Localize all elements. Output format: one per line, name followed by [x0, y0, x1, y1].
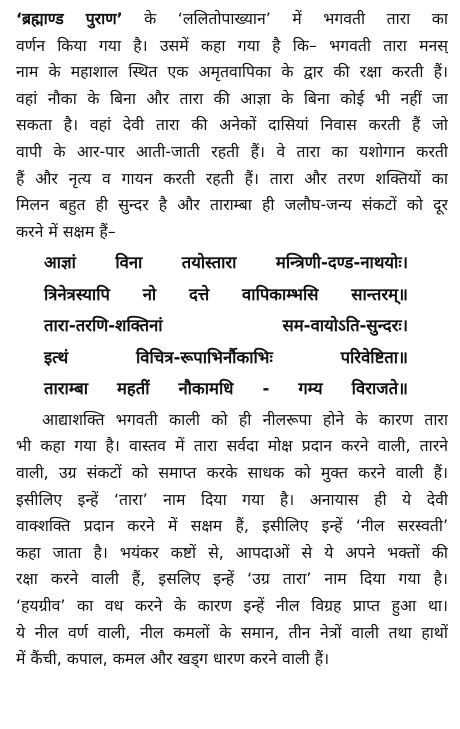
- paragraph-2-line: में कैंची, कपाल, कमल और खड्ग धारण करने वाली हैं।: [16, 649, 330, 669]
- paragraph-1-line: मिलन बहुत ही सुन्दर है और ताराम्बा ही जलौघ-जन्य संकटों को दूर: [16, 195, 448, 215]
- paragraph-2-line: रक्षा करने वाली हैं, इसलिए इन्हें ‘उग्र तारा’ नाम दिया गया है।: [16, 569, 448, 589]
- paragraph-1-line: वापी के आर-पार आती-जाती रहती हैं। वे तारा का यशोगान करती: [16, 141, 448, 161]
- paragraph-1-line: वर्णन किया गया है। उसमें कहा गया है कि– भगवती तारा मनस्: [16, 35, 448, 55]
- paragraph-1-line: सकता है। वहां देवी तारा की अनेकों दासियां निवास करती हैं जो: [16, 115, 448, 135]
- verse-line: ताराम्बा महतीं नौकामधि - गम्य विराजते॥: [44, 379, 408, 399]
- paragraph-2-line: आद्याशक्ति भगवती काली को ही नीलरूपा होने के कारण तारा: [42, 409, 448, 429]
- paragraph-1-line-1: [16, 6, 448, 33]
- paragraph-1-line-1-text: के ‘ललितोपाख्यान’ में भगवती तारा का: [122, 9, 448, 28]
- verse-line: आज्ञां विना तयोस्तारा मन्त्रिणी-दण्ड-नाथयोः।: [44, 253, 408, 273]
- paragraph-2-line: कहा जाता है। भयंकर कष्टों से, आपदाओं से ये अपने भक्तों की: [16, 542, 448, 562]
- verse-line: तारा-तरणि-शक्तिनां सम-वायोऽति-सुन्दरः।: [44, 316, 408, 336]
- paragraph-2-line: वाक्शक्ति प्रदान करने में सक्षम हैं, इसीलिए इन्हें ‘नील सरस्वती’: [16, 516, 448, 536]
- paragraph-1-line: नाम के महाशाल स्थित एक अमृतवापिका के द्वार की रक्षा करती हैं।: [16, 62, 448, 82]
- verse-line: इत्थं विचित्र-रूपाभिर्नौकाभिः परिवेष्टिता॥: [44, 347, 408, 367]
- paragraph-2-line: ‘हयग्रीव’ का वध करने के कारण इन्हें नील विग्रह प्राप्त हुआ था।: [16, 596, 448, 615]
- purana-title: ‘ब्रह्माण्ड पुराण’: [16, 9, 123, 28]
- verse-line: त्रिनेत्रस्यापि नो दत्ते वापिकाम्भसि सान्तरम्॥: [44, 284, 408, 304]
- paragraph-1-line: हैं और नृत्य व गायन करती रहती हैं। तारा और तरण शक्तियों का: [16, 168, 448, 188]
- paragraph-2-line: इसीलिए इन्हें ‘तारा’ नाम दिया गया है। अनायास ही ये देवी: [16, 489, 448, 509]
- paragraph-1-line: वहां नौका के बिना और तारा की आज्ञा के बिना कोई भी नहीं जा: [16, 88, 448, 108]
- paragraph-1-line: करने में सक्षम हैं–: [16, 221, 116, 241]
- paragraph-2-line: ये नील वर्ण वाली, नील कमलों के समान, तीन नेत्रों वाली तथा हाथों: [16, 622, 448, 642]
- paragraph-2-line: भी कहा गया है। वास्तव में तारा सर्वदा मोक्ष प्रदान करने वाली, तारने: [16, 436, 448, 456]
- paragraph-2-line: वाली, उग्र संकटों को समाप्त करके साधक को मुक्त करने वाली हैं।: [16, 463, 448, 483]
